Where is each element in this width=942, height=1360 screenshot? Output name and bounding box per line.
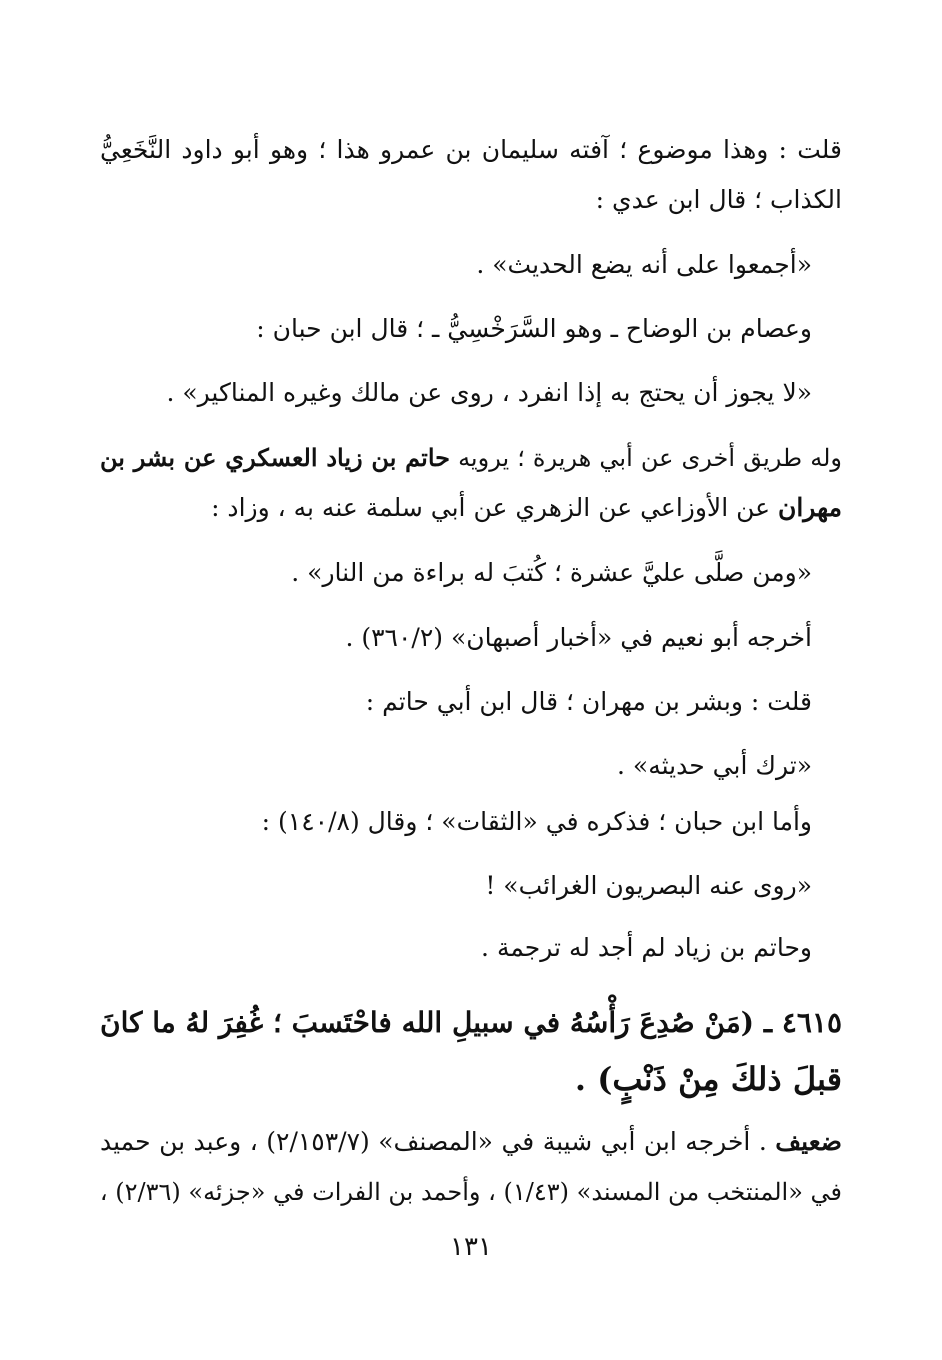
quote-line: «أجمعوا على أنه يضع الحديث» . xyxy=(476,250,812,279)
hadith-heading: ٤٦١٥ ـ (مَنْ صُدِعَ رَأْسُهُ في سبيلِ الله فاحْتَسبَ ؛ غُفِرَ لهُ ما كانَ xyxy=(100,1006,842,1039)
quote-line: «لا يجوز أن يحتج به إذا انفرد ، روى عن مالك وغيره المناكير» . xyxy=(166,378,812,407)
hadith-heading: قبلَ ذلكَ مِنْ ذَنْبٍ) . xyxy=(574,1060,842,1098)
text-line: وحاتم بن زياد لم أجد له ترجمة . xyxy=(481,933,812,962)
text-line xyxy=(211,490,842,526)
text-line xyxy=(100,440,842,476)
text-line: وأما ابن حبان ؛ فذكره في «الثقات» ؛ وقال (١٤٠/٨) : xyxy=(261,807,812,836)
page-number: ١٣١ xyxy=(450,1232,492,1262)
quote-line: «روى عنه البصريون الغرائب» ! xyxy=(485,871,812,900)
text-line: وعصام بن الوضاح ـ وهو السَّرَخْسِيُّ ـ ؛ قال ابن حبان : xyxy=(256,314,812,343)
text-segment: عن الأوزاعي عن الزهري عن أبي سلمة عنه به ، وزاد : xyxy=(211,493,778,522)
text-line: أخرجه أبو نعيم في «أخبار أصبهان» (٣٦٠/٢) . xyxy=(345,623,812,652)
text-line xyxy=(100,1124,842,1160)
quote-line: «ومن صلَّى عليَّ عشرة ؛ كُتبَ له براءة من النار» . xyxy=(291,558,812,587)
quote-line: «ترك أبي حديثه» . xyxy=(617,751,812,780)
text-line: قلت : وهذا موضوع ؛ آفته سليمان بن عمرو هذا ؛ وهو أبو داود النَّخَعِيُّ xyxy=(100,135,842,164)
text-segment: وله طريق أخرى عن أبي هريرة ؛ يرويه xyxy=(449,444,842,472)
text-line: في «المنتخب من المسند» (١/٤٣) ، وأحمد بن الفرات في «جزئه» (٢/٣٦) ، xyxy=(99,1178,842,1206)
narrator-chain: حاتم بن زياد العسكري عن بشر بن xyxy=(100,443,450,472)
narrator-chain: مهران xyxy=(777,493,842,522)
text-line: قلت : وبشر بن مهران ؛ قال ابن أبي حاتم : xyxy=(365,687,812,716)
grading-label: ضعيف xyxy=(775,1127,843,1156)
text-line: الكذاب ؛ قال ابن عدي : xyxy=(595,185,842,214)
text-segment: . أخرجه ابن أبي شيبة في «المصنف» (٢/١٥٣/٧) ، وعبد بن حميد xyxy=(100,1127,776,1156)
